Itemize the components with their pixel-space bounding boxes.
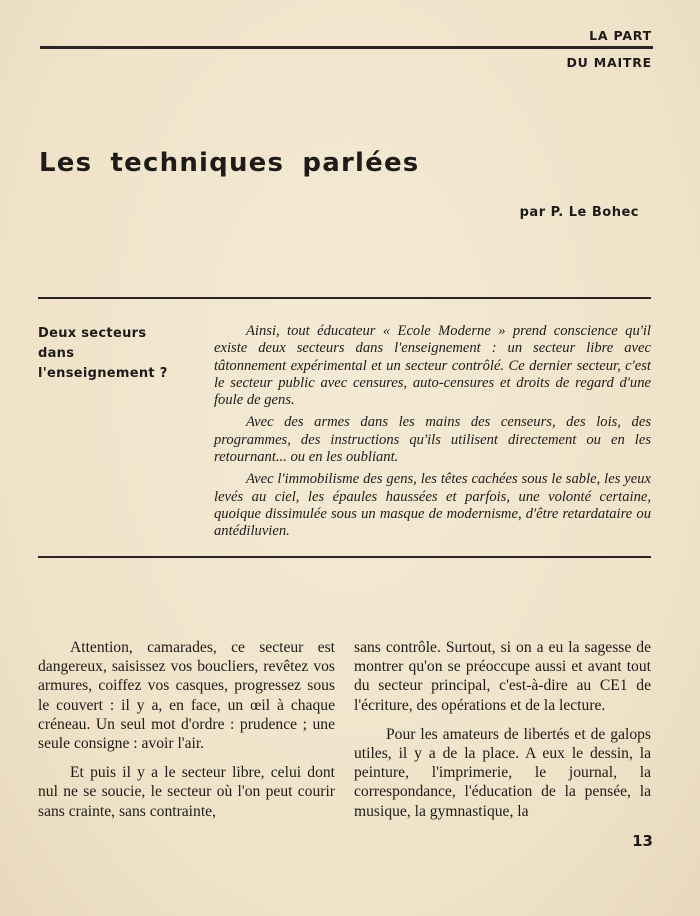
page-number: 13: [632, 832, 653, 850]
intro-top-rule: [38, 297, 651, 299]
intro-paragraph: Avec des armes dans les mains des censeurs, des lois, des programmes, des instructions qu'ils utilisent directement ou en les retournant... ou en les oubliant.: [214, 414, 651, 466]
section-label-line2: DU MAITRE: [566, 55, 652, 70]
article-title: Les techniques parlées: [39, 148, 420, 178]
intro-text: [214, 323, 651, 546]
intro-paragraph: Avec l'immobilisme des gens, les têtes cachées sous le sable, les yeux levés au ciel, les épaules haussées et parfois, une volonté certaine, quoique dissimulée sous un masque de modernisme, d'être retardataire ou antédiluvien.: [214, 471, 651, 540]
body-paragraph: Et puis il y a le secteur libre, celui dont nul ne se soucie, le secteur où l'on peut courir sans crainte, sans contrainte,: [38, 764, 335, 820]
side-heading-line: l'enseignement ?: [38, 366, 168, 381]
header-rule: [40, 46, 653, 49]
intro-paragraph: Ainsi, tout éducateur « Ecole Moderne » prend conscience qu'il existe deux secteurs dans l'enseignement : un secteur libre avec tâtonnement expérimental et un secteur contrôlé. Ce dernier secteur, c'est le secteur public avec censures, auto-censures et droits de regard d'une foule de gens.: [214, 323, 651, 409]
side-heading: [38, 324, 208, 384]
body-column-left: [38, 638, 335, 831]
intro-bottom-rule: [38, 556, 651, 558]
section-label-line1: LA PART: [589, 28, 652, 43]
side-heading-line: dans: [38, 346, 75, 361]
side-heading-line: Deux secteurs: [38, 326, 147, 341]
body-paragraph: Attention, camarades, ce secteur est dangereux, saisissez vos boucliers, revêtez vos armures, coiffez vos casques, progressez sous le couvert : il y a, en face, un œil à chaque créneau. Un seul mot d'ordre : prudence ; une seule consigne : avoir l'air.: [38, 639, 335, 753]
body-paragraph: sans contrôle. Surtout, si on a eu la sagesse de montrer qu'on se préoccupe aussi et avant tout du secteur principal, c'est-à-dire au CE1 de l'écriture, des opérations et de la lecture.: [354, 639, 651, 714]
body-column-right: [354, 638, 651, 831]
body-paragraph: Pour les amateurs de libertés et de galops utiles, il y a de la place. A eux le dessin, la peinture, l'imprimerie, le journal, la correspondance, l'éducation de la pensée, la musique, la gymnastique, la: [354, 725, 651, 820]
article-author: par P. Le Bohec: [519, 205, 639, 220]
